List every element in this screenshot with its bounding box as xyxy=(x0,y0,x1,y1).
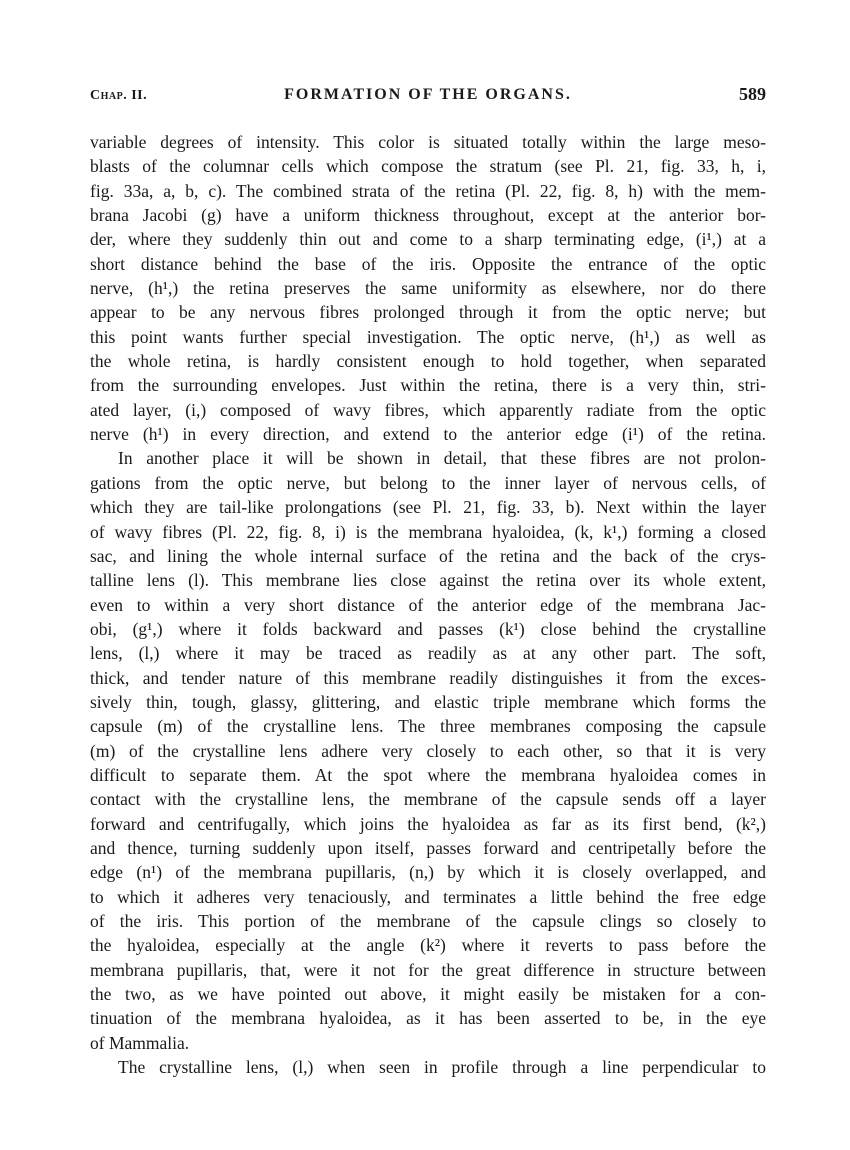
running-title: FORMATION OF THE ORGANS. xyxy=(284,86,572,103)
running-header xyxy=(90,84,766,112)
text-line: In another place it will be shown in detail, that these fibres are not prolon- xyxy=(118,448,766,469)
text-line: the two, as we have pointed out above, it might easily be mistaken for a con- xyxy=(90,984,766,1005)
chapter-label: Chap. II. xyxy=(90,88,148,103)
text-line: sively thin, tough, glassy, glittering, and elastic triple membrane which forms the xyxy=(90,691,766,712)
text-line: lens, (l,) where it may be traced as readily as at any other part. The soft, xyxy=(90,643,766,664)
text-line: ated layer, (i,) composed of wavy fibres, which apparently radiate from the optic xyxy=(90,399,766,420)
text-line: short distance behind the base of the iris. Opposite the entrance of the optic xyxy=(90,253,766,274)
text-line: nerve, (h¹,) the retina preserves the same uniformity as elsewhere, nor do there xyxy=(90,278,766,299)
text-line: from the surrounding envelopes. Just within the retina, there is a very thin, stri- xyxy=(90,375,766,396)
text-line: of Mammalia. xyxy=(90,1032,190,1053)
text-line: brana Jacobi (g) have a uniform thickness throughout, except at the anterior bor- xyxy=(90,205,766,226)
text-line: of the iris. This portion of the membrane of the capsule clings so closely to xyxy=(90,911,766,931)
text-line: talline lens (l). This membrane lies close against the retina over its whole extent, xyxy=(90,570,766,591)
text-line: nerve (h¹) in every direction, and extend to the anterior edge (i¹) of the retina. xyxy=(90,424,766,445)
text-line: to which it adheres very tenaciously, and terminates a little behind the free edge xyxy=(90,886,766,907)
page-number: 589 xyxy=(739,84,766,104)
text-line: membrana pupillaris, that, were it not for the great difference in structure between xyxy=(90,959,766,980)
text-line: The crystalline lens, (l,) when seen in profile through a line perpendicular to xyxy=(118,1057,766,1078)
text-line: the whole retina, is hardly consistent enough to hold together, when separated xyxy=(90,351,766,372)
text-line: contact with the crystalline lens, the membrane of the capsule sends off a layer xyxy=(90,789,766,810)
text-line: which they are tail-like prolongations (see Pl. 21, fig. 33, b). Next within the layer xyxy=(90,497,766,518)
text-line: gations from the optic nerve, but belong to the inner layer of nervous cells, of xyxy=(90,472,766,493)
text-line: der, where they suddenly thin out and come to a sharp terminating edge, (i¹,) at a xyxy=(90,229,766,250)
text-line: sac, and lining the whole internal surface of the retina and the back of the crys- xyxy=(90,545,766,566)
text-line: thick, and tender nature of this membrane readily distinguishes it from the exces- xyxy=(90,667,766,688)
text-line: fig. 33a, a, b, c). The combined strata of the retina (Pl. 22, fig. 8, h) with the mem- xyxy=(90,180,766,201)
text-line: obi, (g¹,) where it folds backward and passes (k¹) close behind the crystalline xyxy=(90,618,766,639)
text-line: capsule (m) of the crystalline lens. The three membranes composing the capsule xyxy=(90,716,766,737)
text-line: (m) of the crystalline lens adhere very closely to each other, so that it is very xyxy=(90,740,766,761)
text-line: blasts of the columnar cells which compose the stratum (see Pl. 21, fig. 33, h, i, xyxy=(90,156,766,177)
text-line: edge (n¹) of the membrana pupillaris, (n,) by which it is closely overlapped, and xyxy=(90,862,766,883)
text-line: forward and centrifugally, which joins the hyaloidea as far as its first bend, (k²,) xyxy=(90,813,766,834)
text-line: and thence, turning suddenly upon itself, passes forward and centripetally before the xyxy=(90,837,766,858)
body-text xyxy=(90,130,766,1079)
text-line: this point wants further special investigation. The optic nerve, (h¹,) as well as xyxy=(90,326,766,347)
text-line: even to within a very short distance of the anterior edge of the membrana Jac- xyxy=(90,594,766,615)
text-line: the hyaloidea, especially at the angle (k²) where it reverts to pass before the xyxy=(90,935,766,956)
text-line: appear to be any nervous fibres prolonged through it from the optic nerve; but xyxy=(90,302,766,323)
text-line: variable degrees of intensity. This color is situated totally within the large meso- xyxy=(90,132,766,152)
text-line: tinuation of the membrana hyaloidea, as it has been asserted to be, in the eye xyxy=(90,1008,766,1029)
text-line: difficult to separate them. At the spot where the membrana hyaloidea comes in xyxy=(90,764,766,785)
text-line: of wavy fibres (Pl. 22, fig. 8, i) is the membrana hyaloidea, (k, k¹,) forming a closed xyxy=(90,521,766,542)
